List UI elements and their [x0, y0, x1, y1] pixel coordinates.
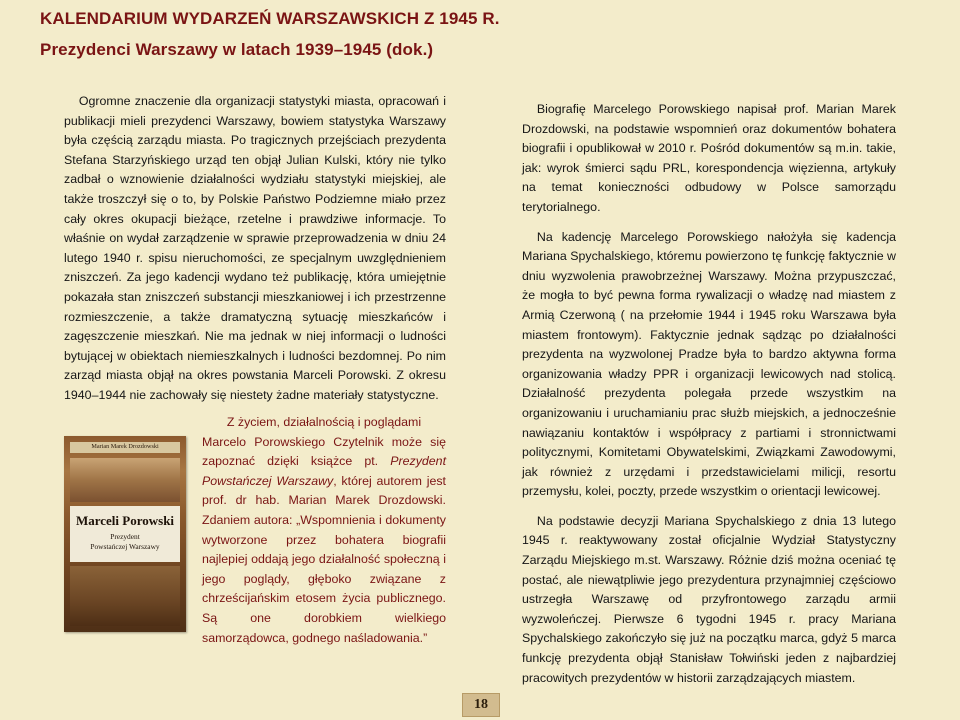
book-cover-bottom-photo — [70, 566, 180, 626]
left-column — [64, 92, 446, 406]
caption-paragraph — [202, 413, 446, 648]
book-author: Marian Marek Drozdowski — [91, 443, 159, 450]
book-cover-image — [64, 436, 186, 632]
caption-part2: , której autorem jest prof. dr hab. Marian Marek Drozdowski. Zdaniem autora: „Wspomnienia i dokumenty wytworzone przez bohatera biografii najlepiej oddają jego działalność społeczną i jego poglądy, głęboko związane z chrześcijańskim etosem życia publicznego. Są one dorobkiem wielkiego samorządowca, godnego naśladowania.” — [202, 473, 446, 645]
caption-lead: Z życiem, działalnością i poglądami — [226, 415, 422, 429]
book-name: Marceli Porowski — [75, 513, 175, 528]
left-paragraph: Ogromne znaczenie dla organizacji statystyki miasta, opracowań i publikacji mieli prezydenci Warszawy, bowiem statystyka Warszawy była częścią zarządu miasta. Po tragicznych przejściach prezydenta Stefana Starzyńskiego urząd ten objął Julian Kulski, który nie tylko zadbał o wznowienie działalności wydziału statystyki miejskiej, ale także troszczył się o to, by Polskie Państwo Podziemne miało przez cały okres okupacji bieżące, rzetelne i prawdziwe informacje. To właśnie on wydał zarządzenie w sprawie przeprowadzenia w dniu 24 lutego 1940 r. spisu nieruchomości, ze specjalnym uwzględnieniem zniszczeń. Za jego kadencji wydano też publikację, która umiejętnie pokazała stan zniszczeń substancji mieszkaniowej i ich przestrzenne rozmieszczenie, a także dramatyczną sytuację mieszkańców i zagęszczenie mieszkań. Nie ma jednak w niej informacji o ludności bytującej w obiektach niemieszkalnych i ludności bezdomnej. Po nim zarząd miasta objął na okres powstania Marceli Porowski. Z okresu 1940–1944 nie zachowały się niestety żadne materiały statystyczne. — [64, 94, 446, 402]
book-subtitle-line1: Prezydent — [110, 532, 140, 541]
page-title: KALENDARIUM WYDARZEŃ WARSZAWSKICH Z 1945 R. — [40, 9, 500, 28]
right-column — [522, 100, 896, 688]
book-caption — [202, 413, 446, 648]
page-subtitle: Prezydenci Warszawy w latach 1939–1945 (dok.) — [40, 40, 434, 59]
right-paragraph-3: Na podstawie decyzji Mariana Spychalskiego z dnia 13 lutego 1945 r. reaktywowany został oficjalnie Wydział Statystyczny Zarządu Miejskiego m.st. Warszawy. Różnie dziś można oceniać tę postać, ale niewątpliwie jego prezydentura przynajmniej częściowo ustrzegła Warszawę od przyfrontowego zarządu armii wyzwoleńczej. Pierwsze 6 tygodni 1945 r. pracy Mariana Spychalskiego zakończyło się już na początku marca, gdyż 5 marca funkcję prezydenta objął Stanisław Tołwiński jeden z najbardziej pracowitych prezydentów w historii zarządzających miastem. — [522, 513, 896, 685]
caption-part1: Marcelo Porowskiego Czytelnik może się zapoznać dzięki książce pt. — [202, 434, 446, 469]
book-cover-photo — [70, 458, 180, 502]
book-subtitle-line2: Powstańczej Warszawy — [90, 542, 160, 551]
caption-book-title: Prezydent Powstańczej Warszawy — [202, 454, 447, 488]
right-paragraph-2: Na kadencję Marcelego Porowskiego nałożyła się kadencja Mariana Spychalskiego, któremu powierzono tę funkcję faktycznie w dniu wyzwolenia prawobrzeżnej Warszawy. Można przypuszczać, że mogła to być pewna forma rywalizacji o władzę nad miastem z Armią Czerwoną ( na przełomie 1944 i 1945 roku Warszawa była miastem frontowym). Faktycznie jednak sądząc po działalności prezydenta na wyzwolonej Pradze była to bardzo aktywna forma organizowania władzy PPR i organizacji lewicowych nad stolicą. Działalność prezydenta polegała przede wszystkim na organizowaniu i uruchamianiu prac służb miejskich, a jednocześnie nawiązaniu kontaktów i współpracy z partiami i stronnictwami politycznymi, Komitetami Obywatelskimi, Związkami Zawodowymi, jak również z urzędami i przedstawicielami milicji, resortu przemysłu, kolei, poczty, przede wszystkim o orientacji lewicowej. — [522, 229, 896, 499]
page-number: 18 — [462, 693, 500, 717]
right-paragraph-1: Biografię Marcelego Porowskiego napisał prof. Marian Marek Drozdowski, na podstawie wspomnień oraz dokumentów bohatera biografii i opublikował w 2010 r. Pośród dokumentów są m.in. takie, jak: wyrok śmierci sądu PRL, korespondencja więzienna, artykuły na temat konieczności odbudowy w Polsce samorządu terytorialnego. — [522, 102, 896, 214]
